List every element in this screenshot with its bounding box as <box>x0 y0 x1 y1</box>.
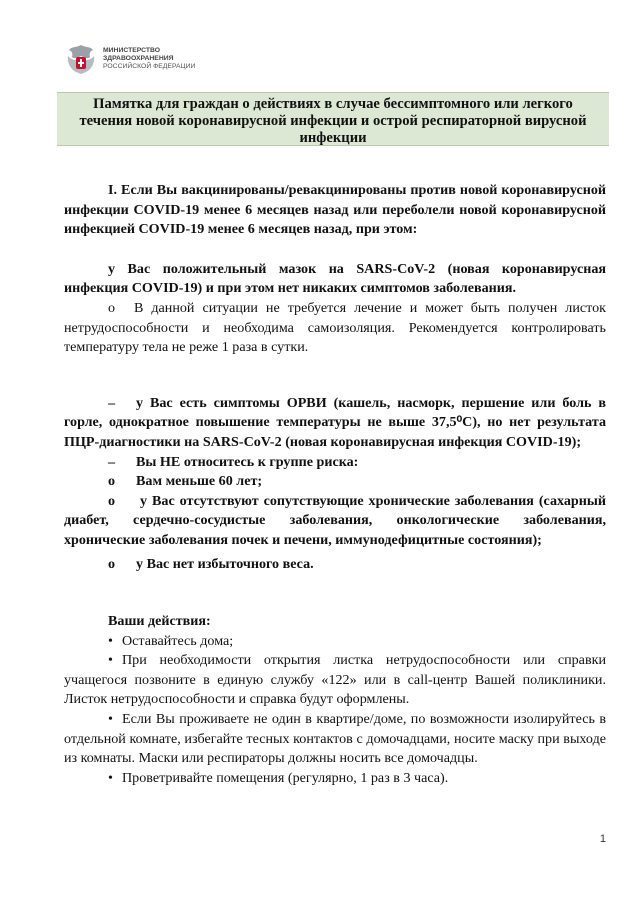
case-2-text: у Вас есть симптомы ОРВИ (кашель, насморк, першение или боль в горле, однократное повышение температуры не выше 37,5⁰С), но нет результата ПЦР-диагностики на SARS-CoV-2 (новая коронавирусная инфекция COVID-19); <box>64 394 606 450</box>
logo-line-1: МИНИСТЕРСТВО <box>103 47 161 54</box>
section-1-heading: I. Если Вы вакцинированы/ревакцинированы против новой коронавирусной инфекции COVID-19 менее 6 месяцев назад или переболели новой коронавирусной инфекцией COVID-19 менее 6 месяцев назад, при этом: <box>64 182 606 238</box>
case-1-title: у Вас положительный мазок на SARS-CoV-2 (новая коронавирусная инфекция COVID-19) и при этом нет никаких симптомов заболевания. <box>64 260 606 297</box>
bullet-marker: • <box>108 769 113 786</box>
case-1-text: В данной ситуации не требуется лечение и может быть получен листок нетрудоспособности и необходима самоизоляция. Рекомендуется контролировать температуру тела не реже 1 раза в сутки. <box>64 299 606 356</box>
emblem-icon <box>64 42 98 76</box>
chronic-text: у Вас отсутствуют сопутствующие хронические заболевания (сахарный диабет, сердечно-сосудистые заболевания, онкологические заболевания, хронические заболевания почек и печени, иммунодефицитные состояния); <box>64 492 606 548</box>
age-text: Вам меньше 60 лет; <box>136 473 263 490</box>
circle-marker: o <box>108 555 116 572</box>
risk-group-item <box>64 453 606 473</box>
bullet-marker: • <box>108 632 113 649</box>
page-title: Памятка для граждан о действиях в случае бессимптомного или легкого течения новой коронавирусной инфекции и острой респираторной вирусной инфекции <box>79 96 587 146</box>
circle-marker: o <box>108 299 116 316</box>
weight-text: у Вас нет избыточного веса. <box>136 555 314 572</box>
logo-line-2: ЗДРАВООХРАНЕНИЯ <box>103 55 174 62</box>
ministry-logo <box>64 42 195 76</box>
dash-marker: – <box>108 394 116 411</box>
actions-heading: Ваши действия: <box>108 613 211 630</box>
case-2-paragraph <box>64 394 606 453</box>
action-text: Проветривайте помещения (регулярно, 1 раз в 3 часа). <box>122 769 449 786</box>
title-banner <box>57 92 609 146</box>
page-number: 1 <box>599 833 606 845</box>
dash-marker: – <box>108 453 116 470</box>
action-item <box>64 632 606 652</box>
logo-line-3: РОССИЙСКОЙ ФЕДЕРАЦИИ <box>103 63 196 70</box>
circle-marker: o <box>108 473 116 490</box>
bullet-marker: • <box>108 711 113 728</box>
action-text: Оставайтесь дома; <box>122 632 234 649</box>
age-item <box>64 472 606 492</box>
bullet-marker: • <box>108 652 113 669</box>
action-text: Если Вы проживаете не один в квартире/доме, по возможности изолируйтесь в отдельной комнате, избегайте тесных контактов с домочадцами, носите маску при выходе из комнаты. Маски или респираторы должны носить все домочадцы. <box>64 711 606 767</box>
risk-group-text: Вы НЕ относитесь к группе риска: <box>136 453 359 470</box>
circle-marker: o <box>108 492 116 509</box>
action-item <box>64 769 606 789</box>
action-item <box>64 710 606 769</box>
chronic-item <box>64 492 606 551</box>
document-body <box>64 181 606 788</box>
action-item <box>64 651 606 710</box>
logo-text <box>103 47 195 71</box>
weight-item <box>64 555 606 575</box>
case-1-paragraph <box>64 299 606 358</box>
action-text: При необходимости открытия листка нетрудоспособности или справки учащегося позвоните в единую службу «122» или в call-центр Вашей поликлиники. Листок нетрудоспособности и справка будут оформлены. <box>64 652 606 708</box>
